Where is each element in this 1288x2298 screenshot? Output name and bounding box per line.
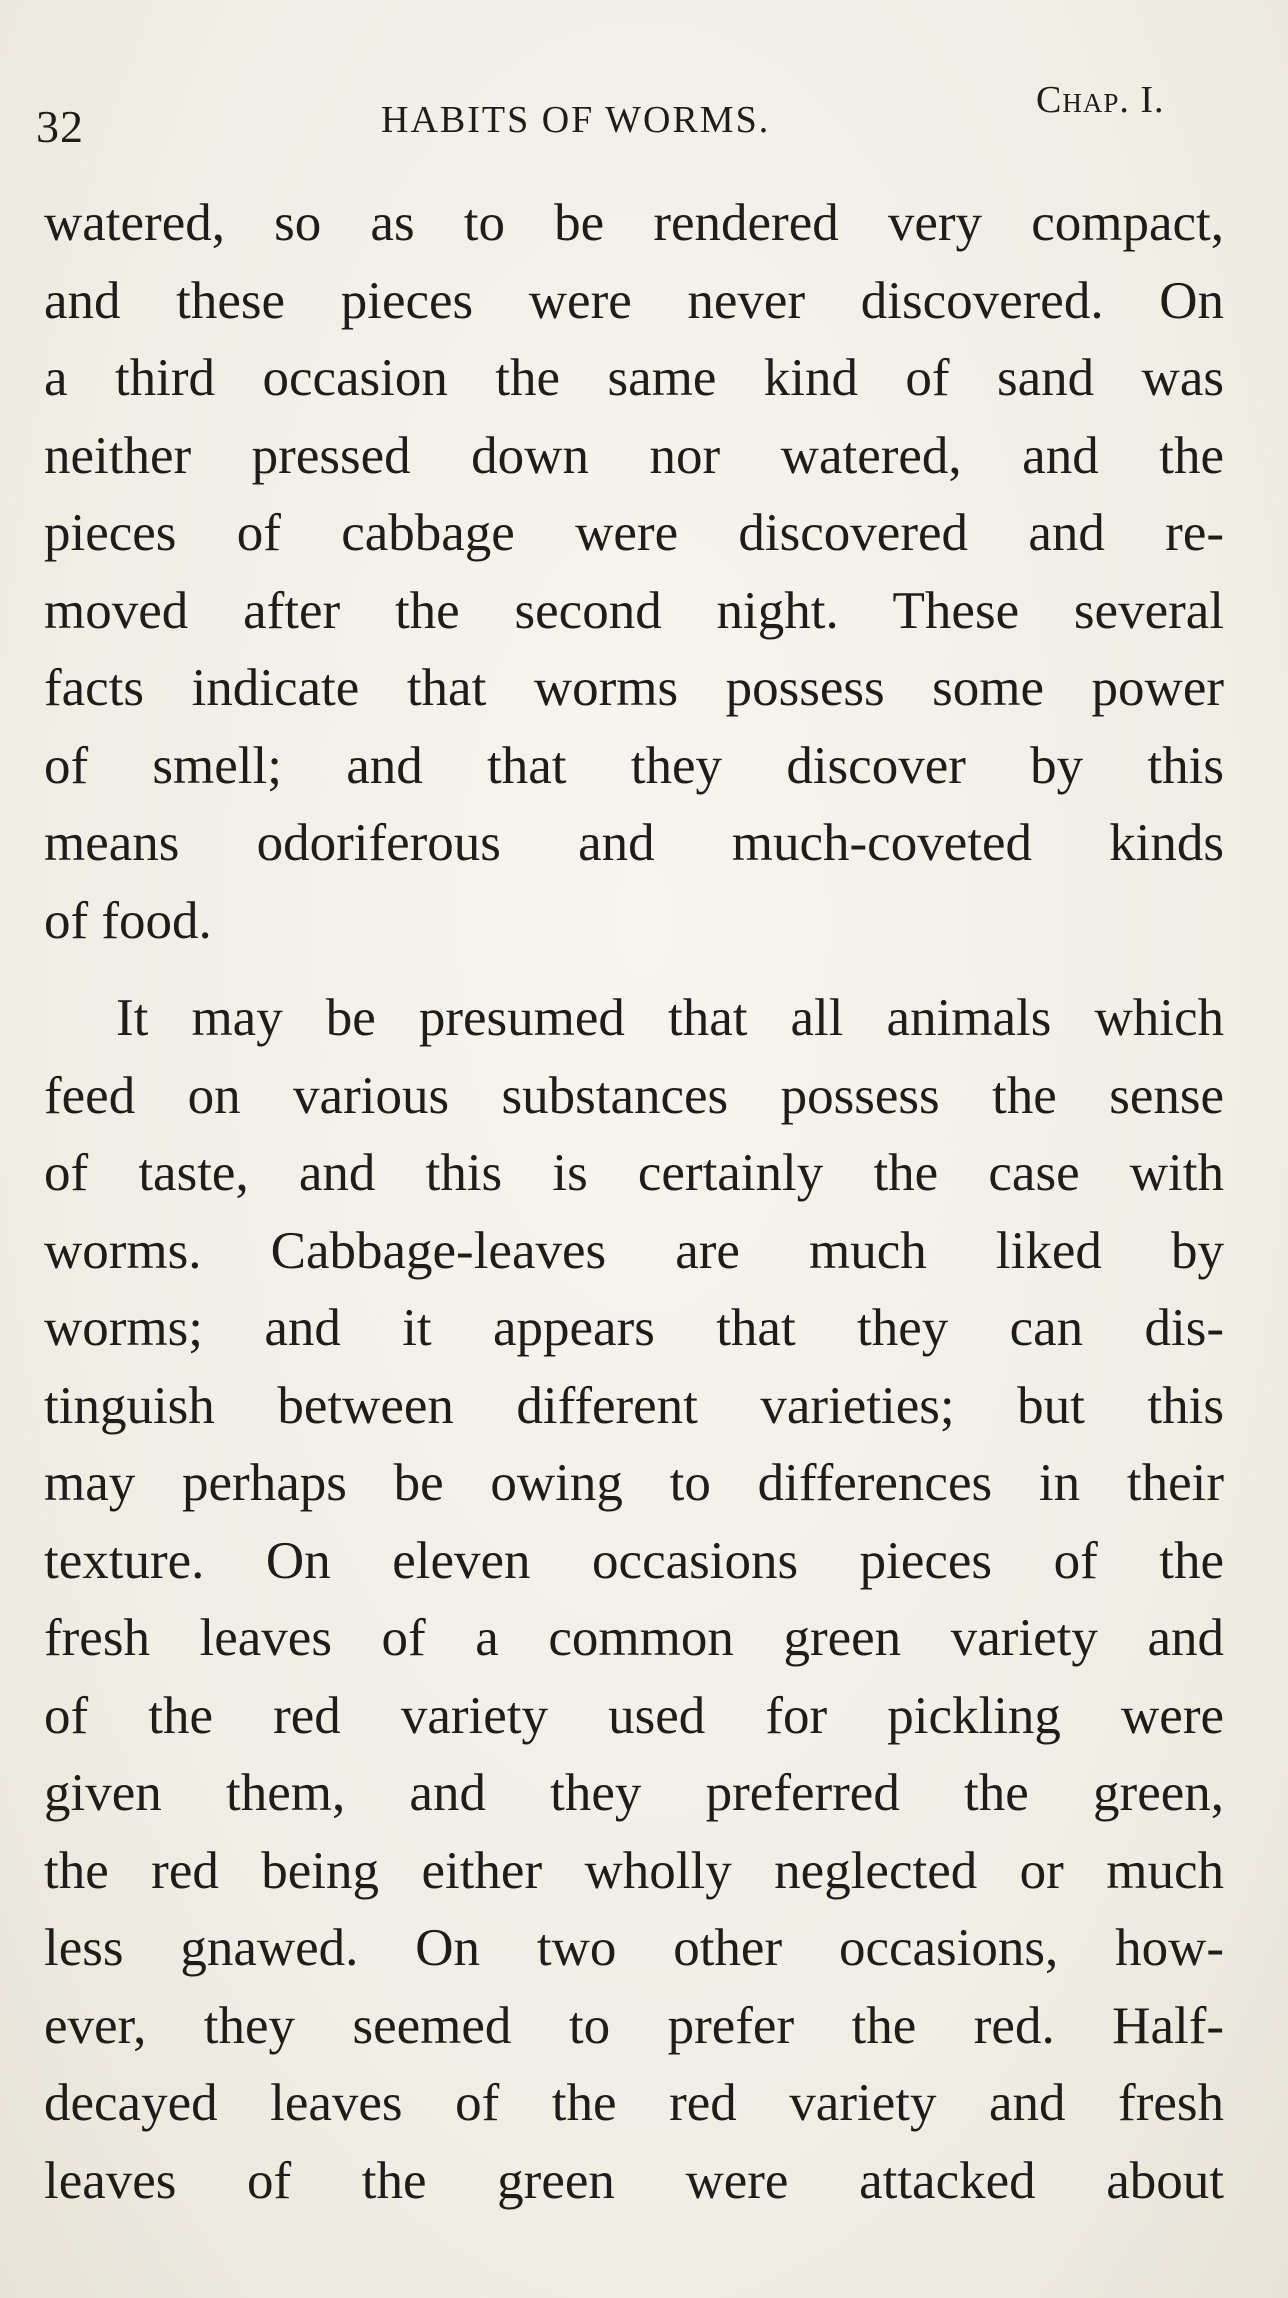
text-line: moved after the second night. These several xyxy=(44,581,1224,640)
text-line: It may be presumed that all animals which xyxy=(116,989,1224,1047)
text-line: means odoriferous and much-coveted kinds xyxy=(44,814,1224,872)
body-text xyxy=(44,185,1224,2220)
text-line: ever, they seemed to prefer the red. Half- xyxy=(44,1996,1224,2055)
text-line: texture. On eleven occasions pieces of the xyxy=(44,1531,1224,1590)
paragraph-2 xyxy=(44,980,1224,2220)
text-line: neither pressed down nor watered, and the xyxy=(44,426,1224,485)
text-line: given them, and they preferred the green, xyxy=(44,1764,1224,1822)
text-line: of smell; and that they discover by this xyxy=(44,736,1224,795)
text-line: of food. xyxy=(44,891,212,950)
text-line: less gnawed. On two other occasions, how- xyxy=(44,1919,1224,1977)
text-line: pieces of cabbage were discovered and re- xyxy=(44,504,1224,562)
text-line: feed on various substances possess the sense xyxy=(44,1066,1224,1125)
text-line: of the red variety used for pickling were xyxy=(44,1686,1224,1745)
text-line: worms. Cabbage-leaves are much liked by xyxy=(44,1221,1224,1280)
text-line: decayed leaves of the red variety and fresh xyxy=(44,2074,1224,2132)
text-line: facts indicate that worms possess some power xyxy=(44,659,1224,717)
text-line: and these pieces were never discovered. On xyxy=(44,271,1224,330)
text-line: a third occasion the same kind of sand was xyxy=(44,349,1224,407)
chapter-label: Chap. I. xyxy=(1036,79,1165,121)
text-line: tinguish between different varieties; but this xyxy=(44,1376,1224,1435)
text-line: worms; and it appears that they can dis- xyxy=(44,1299,1224,1357)
text-line: fresh leaves of a common green variety and xyxy=(44,1609,1224,1667)
text-line: may perhaps be owing to differences in their xyxy=(44,1454,1224,1512)
paragraph-1 xyxy=(44,185,1224,960)
page-number: 32 xyxy=(36,101,84,152)
running-title: HABITS OF WORMS. xyxy=(381,99,771,141)
text-line: the red being either wholly neglected or much xyxy=(44,1841,1224,1900)
text-line: watered, so as to be rendered very compact, xyxy=(44,194,1224,252)
text-line: leaves of the green were attacked about xyxy=(44,2151,1224,2210)
text-line: of taste, and this is certainly the case with xyxy=(44,1144,1224,1202)
page-header xyxy=(36,70,1196,150)
